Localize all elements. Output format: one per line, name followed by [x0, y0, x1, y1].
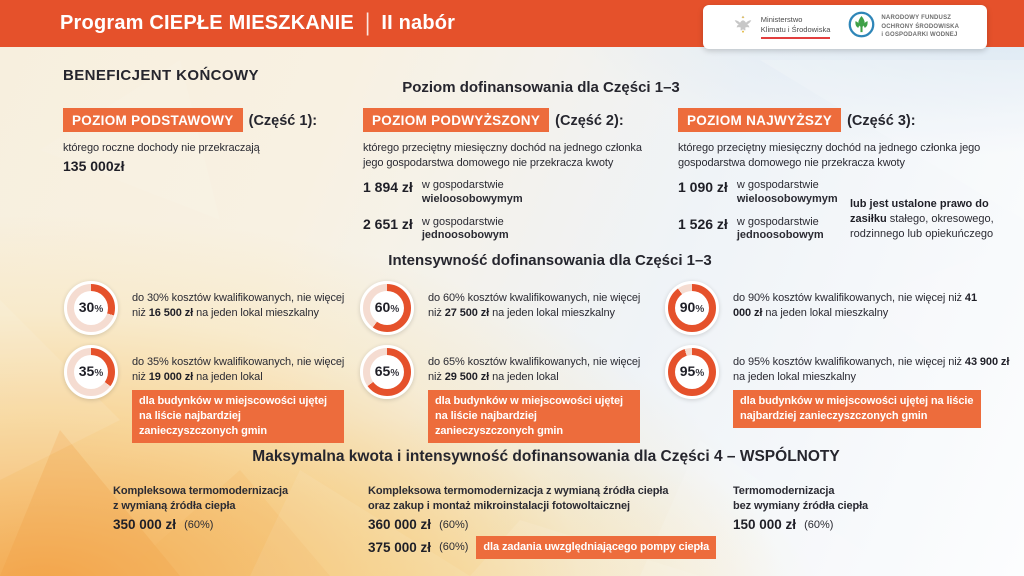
wspolnoty-option-1: [113, 484, 365, 532]
ministry-logo-text: [761, 15, 831, 39]
donut-chart-65: [360, 345, 414, 399]
option-amount-row: [733, 517, 985, 532]
amount-label-line1: w gospodarstwie: [736, 215, 819, 228]
donut-hole: [370, 291, 404, 325]
polluted-communes-badge: dla budynków w miejscowości ujętej na liście najbardziej zanieczyszczonych gmin: [132, 390, 344, 443]
level-highest-desc: którego przeciętny miesięczny dochód na jednego członka jego gospodarstwa domowego nie przekracza kwoty: [678, 142, 981, 169]
level-basic-amount: 135 000zł: [63, 157, 125, 174]
level-basic-column: [63, 108, 355, 174]
amount-label-line2: jednoosobowym: [421, 229, 509, 242]
option-amount-row: [368, 517, 720, 532]
level-highest-head: [678, 108, 1010, 132]
amount-label: [422, 216, 509, 244]
option-desc-line2: oraz zakup i montaż mikroinstalacji fotowoltaicznej: [368, 499, 631, 512]
donut-value: 65: [374, 363, 391, 379]
level-basic-part: (Część 1):: [248, 113, 318, 129]
option-amount: 150 000 zł: [733, 517, 797, 533]
level-basic-head: [63, 108, 355, 132]
amount-label: [737, 216, 824, 244]
option-desc-line1: Kompleksowa termomodernizacja z wymianą źródła ciepła: [368, 485, 669, 497]
intensity-text: [733, 345, 1013, 428]
amount-value: 1 894 zł: [363, 179, 413, 196]
option-amount-row: [113, 517, 365, 532]
option-amount-row: [368, 536, 720, 559]
polluted-communes-badge: dla budynków w miejscowości ujętej na liście najbardziej zanieczyszczonych gmin: [733, 390, 981, 428]
intensity-item-35: [64, 345, 348, 443]
ministry-underline: [761, 37, 831, 39]
option-desc-line1: Termomodernizacja: [733, 485, 835, 497]
text-post: na jeden lokal mieszkalny: [196, 306, 319, 319]
amount-label-line1: w gospodarstwie: [736, 179, 819, 192]
levels-section-heading: Poziom dofinansowania dla Części 1–3: [402, 79, 680, 96]
level-raised-column: [363, 108, 665, 243]
level-raised-amount-row: [363, 216, 665, 244]
intensity-section-heading: Intensywność dofinansowania dla Części 1–3: [388, 252, 712, 269]
text-post: na jeden lokal mieszkalny: [492, 306, 615, 319]
text-pre: do 65% kosztów kwalifikowanych, nie więcej niż: [428, 356, 641, 383]
program-title: Program CIEPŁE MIESZKANIE: [60, 12, 354, 34]
amount-value: 1 526 zł: [678, 215, 728, 232]
intensity-item-65: [360, 345, 644, 443]
option-percent: (60%): [804, 518, 834, 531]
donut-value: 60: [374, 299, 391, 315]
intensity-item-30: [64, 281, 348, 335]
level-basic-desc: którego roczne dochody nie przekraczają: [63, 142, 260, 154]
ministry-line2: Klimatu i Środowiska: [760, 25, 831, 34]
donut-chart-35: [64, 345, 118, 399]
text-pre: do 30% kosztów kwalifikowanych, nie więcej niż: [132, 292, 345, 319]
amount-label: [422, 179, 523, 207]
intensity-text: [733, 281, 979, 320]
text-amount: 16 500 zł: [148, 306, 194, 319]
extra-rest: stałego, okresowego, rodzinnego lub opiekuńczego: [850, 212, 994, 240]
intensity-text: [132, 345, 348, 443]
text-pre: do 95% kosztów kwalifikowanych, nie więcej niż: [733, 356, 962, 368]
level-basic-badge: POZIOM PODSTAWOWY: [63, 108, 243, 132]
program-subtitle: II nabór: [381, 12, 456, 34]
donut-hole: [370, 355, 404, 389]
wspolnoty-option-3: [733, 484, 985, 532]
text-post: na jeden lokal: [492, 370, 559, 383]
donut-value: 95: [679, 363, 696, 379]
option-amount: 375 000 zł: [368, 539, 432, 555]
text-pre: do 35% kosztów kwalifikowanych, nie więcej niż: [132, 356, 345, 383]
intensity-text: [428, 345, 644, 443]
text-amount: 27 500 zł: [444, 306, 490, 319]
intensity-item-95: [665, 345, 1013, 428]
logos-card: [703, 5, 987, 49]
level-highest-part: (Część 3):: [847, 113, 916, 129]
donut-hole: [74, 291, 108, 325]
option-percent: (60%): [439, 541, 469, 554]
level-raised-part: (Część 2):: [555, 113, 624, 129]
option-percent: (60%): [439, 518, 469, 531]
option-desc-line2: bez wymiany źródła ciepła: [733, 499, 869, 512]
option-amount: 350 000 zł: [113, 517, 177, 533]
donut-value: 90: [679, 299, 696, 315]
percent-sign: %: [390, 304, 400, 315]
text-pre: do 60% kosztów kwalifikowanych, nie więcej niż: [428, 292, 641, 319]
donut-chart-90: [665, 281, 719, 335]
donut-hole: [675, 355, 709, 389]
heat-pump-badge: dla zadania uwzględniającego pompy ciepła: [476, 536, 716, 559]
donut-value: 30: [78, 299, 95, 315]
level-highest-column: [678, 108, 1010, 243]
wspolnoty-option-2: [368, 484, 720, 559]
text-pre: do 90% kosztów kwalifikowanych, nie więcej niż: [733, 292, 962, 304]
text-amount: 41 000 zł: [733, 292, 977, 319]
donut-hole: [675, 291, 709, 325]
fund-line2: OCHRONY ŚRODOWISKA: [881, 23, 960, 30]
extra-bold: lub jest ustalone prawo do zasiłku: [850, 198, 989, 225]
donut-chart-95: [665, 345, 719, 399]
percent-sign: %: [94, 368, 104, 379]
level-highest-amount-row: [678, 216, 843, 244]
ministry-line1: Ministerstwo: [760, 15, 803, 25]
option-desc-line2: z wymianą źródła ciepła: [113, 499, 236, 512]
amount-label-line1: w gospodarstwie: [421, 179, 504, 192]
percent-sign: %: [695, 304, 705, 315]
fund-logo: [848, 11, 959, 43]
amount-value: 2 651 zł: [363, 215, 413, 232]
level-highest-extra: [850, 197, 1008, 242]
fund-logo-text: [881, 14, 959, 40]
amount-label: [737, 179, 838, 207]
intensity-text: [428, 281, 644, 320]
text-amount: 43 900 zł: [964, 356, 1010, 368]
option-percent: (60%): [184, 518, 214, 531]
level-raised-badge: POZIOM PODWYŻSZONY: [363, 108, 549, 132]
donut-chart-60: [360, 281, 414, 335]
intensity-item-60: [360, 281, 644, 335]
level-highest-badge: POZIOM NAJWYŻSZY: [678, 108, 841, 132]
amount-label-line1: w gospodarstwie: [421, 215, 504, 228]
text-post: na jeden lokal: [196, 370, 263, 383]
text-amount: 19 000 zł: [148, 370, 194, 383]
text-amount: 29 500 zł: [444, 370, 490, 383]
fund-logo-icon: [848, 11, 875, 43]
amount-label-line2: wieloosobowymym: [736, 192, 838, 205]
option-amount: 360 000 zł: [368, 517, 432, 533]
title-divider: |: [364, 9, 371, 37]
percent-sign: %: [695, 368, 705, 379]
page-title: [60, 0, 455, 47]
donut-value: 35: [78, 363, 95, 379]
beneficiary-heading: BENEFICJENT KOŃCOWY: [63, 67, 259, 84]
ministry-eagle-icon: [731, 13, 755, 42]
ministry-logo: [731, 13, 831, 42]
amount-value: 1 090 zł: [678, 179, 728, 196]
intensity-text: [132, 281, 348, 320]
polluted-communes-badge: dla budynków w miejscowości ujętej na liście najbardziej zanieczyszczonych gmin: [428, 390, 640, 443]
intensity-item-90: [665, 281, 979, 335]
fund-line3: i GOSPODARKI WODNEJ: [881, 32, 958, 39]
fund-line1: NARODOWY FUNDUSZ: [881, 14, 952, 21]
level-raised-amount-row: [363, 179, 665, 207]
wspolnoty-section-heading: Maksymalna kwota i intensywność dofinansowania dla Części 4 – WSPÓLNOTY: [252, 448, 840, 465]
level-raised-head: [363, 108, 665, 132]
level-highest-amount-row: [678, 179, 843, 207]
amount-label-line2: wieloosobowymym: [421, 192, 523, 205]
level-raised-desc: którego przeciętny miesięczny dochód na jednego członka jego gospodarstwa domowego nie przekracza kwoty: [363, 142, 642, 169]
percent-sign: %: [94, 304, 104, 315]
amount-label-line2: jednoosobowym: [736, 229, 824, 242]
option-desc-line1: Kompleksowa termomodernizacja: [113, 485, 288, 497]
donut-hole: [74, 355, 108, 389]
text-post: na jeden lokal mieszkalny: [733, 370, 856, 383]
donut-chart-30: [64, 281, 118, 335]
text-post: na jeden lokal mieszkalny: [765, 306, 889, 319]
percent-sign: %: [390, 368, 400, 379]
